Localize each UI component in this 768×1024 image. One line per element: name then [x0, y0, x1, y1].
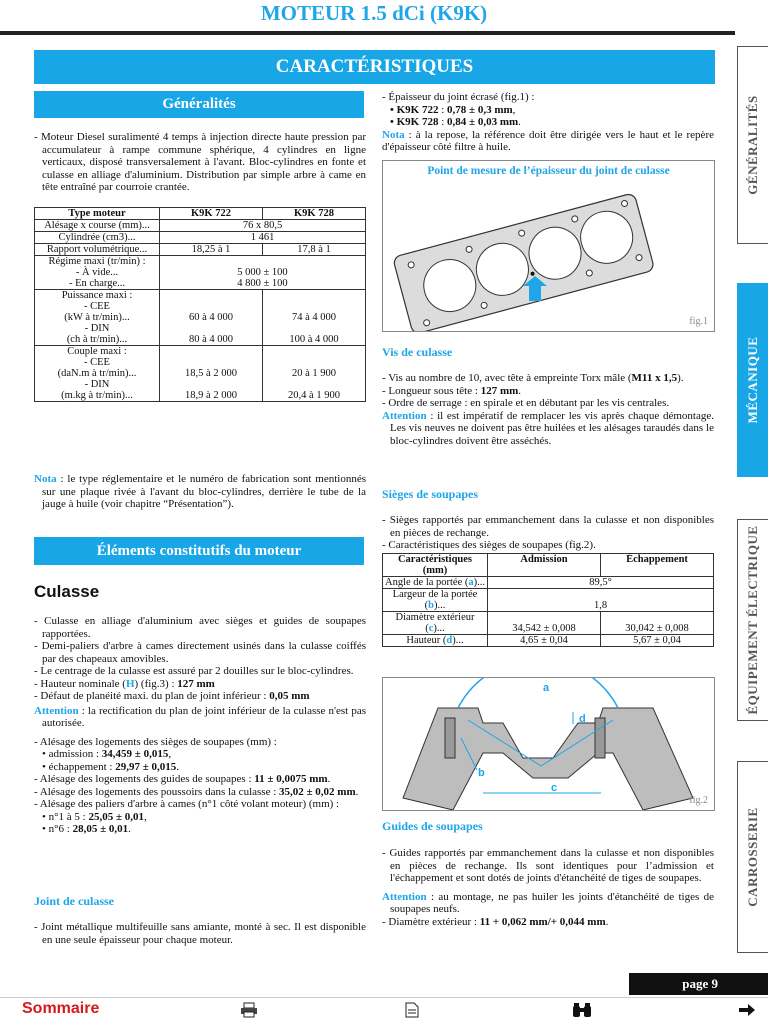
- list-item: - Le centrage de la culasse est assuré par 2 douilles sur le bloc-cylindres.: [34, 665, 354, 677]
- nota-left: Nota : le type réglementaire et le numéro de fabrication sont mentionnés sur une plaque rivée à l'avant du bloc-cylindres, derrière le tube de la jauge à huile (voir chapitre “Présentation”).: [34, 473, 366, 510]
- table-header-k728: K9K 728: [263, 208, 366, 220]
- nota-right: Nota : à la repose, la référence doit être dirigée vers le haut et le repère d'épaisseur côté filtre à huile.: [382, 128, 714, 153]
- fig2-letter-d: d: [579, 713, 586, 725]
- list-item: • n°1 à 5 : 25,05 ± 0,01,: [42, 810, 147, 823]
- list-item: - Alésage des paliers d'arbre à cames (n°1 côté volant moteur) (mm) :: [34, 798, 340, 810]
- list-item: - Vis au nombre de 10, avec tête à empreinte Torx mâle (M11 x 1,5).: [382, 372, 684, 384]
- section-banner: CARACTÉRISTIQUES: [34, 50, 715, 84]
- list-item: - Ordre de serrage : en spirale et en débutant par les vis centrales.: [382, 397, 670, 409]
- list-item: - Alésage des logements des guides de soupapes : 11 ± 0,0075 mm.: [34, 773, 331, 785]
- figure-1-caption: Point de mesure de l’épaisseur du joint de culasse: [427, 165, 670, 177]
- tab-carrosserie[interactable]: CARROSSERIE: [737, 761, 768, 953]
- list-item: • échappement : 29,97 ± 0,015.: [42, 760, 179, 773]
- vis-list: [382, 372, 714, 447]
- fig2-letter-c: c: [551, 782, 558, 794]
- table-row: Couple maxi : - CEE (daN.m à tr/min)... - DIN (m.kg à tr/min)... 18,5 à 2 000 18,9 à 2 000 20 à 1 900 20,4 à 1 900: [35, 346, 366, 402]
- list-item: - Culasse en alliage d'aluminium avec sièges et guides de soupapes rapportées.: [34, 615, 366, 640]
- attention-note: Attention : au montage, ne pas huiler les joints d'étanchéité de tiges de soupapes neufs.: [382, 890, 714, 915]
- list-item: - Diamètre extérieur : 11 + 0,062 mm/+ 0,044 mm.: [382, 915, 609, 928]
- tab-mecanique[interactable]: MÉCANIQUE: [737, 283, 768, 477]
- binoculars-icon[interactable]: [572, 1002, 592, 1018]
- fig2-letter-a: a: [543, 682, 550, 694]
- title-rule: [0, 31, 735, 35]
- next-arrow-icon[interactable]: [738, 1003, 756, 1017]
- table-header: Échappement: [601, 554, 714, 577]
- seat-spec-table: [382, 553, 714, 647]
- attention-note: Attention : la rectification du plan de joint inférieur de la culasse n'est pas autorisée.: [34, 704, 366, 729]
- engine-spec-table: [34, 207, 366, 402]
- guides-heading: Guides de soupapes: [382, 819, 483, 833]
- table-header-type: Type moteur: [35, 208, 160, 220]
- table-row: Puissance maxi : - CEE (kW à tr/min)... - DIN (ch à tr/min)... 60 à 4 000 80 à 4 000 74 à 4 000 100 à 4 000: [35, 290, 366, 346]
- table-row: Angle de la portée (a)... 89,5°: [383, 577, 714, 589]
- generalites-heading: Généralités: [34, 91, 364, 118]
- table-row: Régime maxi (tr/min) : - À vide... - En charge... 5 000 ± 100 4 800 ± 100: [35, 256, 366, 290]
- list-item: - Alésage des logements des poussoirs dans la culasse : 35,02 ± 0,02 mm.: [34, 785, 359, 798]
- valve-seat-drawing: [383, 678, 714, 810]
- gasket-drawing: [383, 181, 714, 331]
- elements-heading: Éléments constitutifs du moteur: [34, 537, 364, 565]
- list-item: - Hauteur nominale (H) (fig.3) : 127 mm: [34, 677, 215, 690]
- table-row: Rapport volumétrique... 18,25 à 1 17,8 à 1: [35, 244, 366, 256]
- list-item: - Demi-paliers d'arbre à cames directement usinés dans la culasse coiffés par des chapeaux amovibles.: [34, 640, 366, 665]
- table-row: Cylindrée (cm3)... 1 461: [35, 232, 366, 244]
- list-item: - Alésage des logements des sièges de soupapes (mm) :: [34, 735, 277, 748]
- figure-1: [382, 160, 715, 332]
- sieges-list: [382, 514, 714, 552]
- figure-1-label: fig.1: [689, 316, 708, 327]
- document-title: MOTEUR 1.5 dCi (K9K): [260, 1, 488, 25]
- figure-2-label: fig.2: [689, 795, 708, 806]
- page-number: page 9: [629, 973, 768, 995]
- culasse-list: [34, 615, 366, 836]
- intro-paragraph: - Moteur Diesel suralimenté 4 temps à injection directe haute pression par accumulateur à rampe commune sphérique, 4 cylindres en ligne verticaux, disposé transversalement à l'avant. Bloc-cylindres en fonte et culasse en alliage d'aluminium. Distribution par simple arbre à came en tête entraîné par courroie crantée.: [34, 131, 366, 193]
- list-item: • n°6 : 28,05 ± 0,01.: [42, 823, 131, 835]
- vis-heading: Vis de culasse: [382, 345, 453, 359]
- list-item: - Guides rapportés par emmanchement dans la culasse et non disponibles en pièces de rechange. Ils sont identiques pour l’admission et l'échappement et sont dotés de joints d'étanchéité de tiges de soupapes.: [382, 847, 714, 884]
- fig2-letter-b: b: [478, 767, 485, 779]
- sommaire-link[interactable]: Sommaire: [22, 1000, 100, 1017]
- joint-heading: Joint de culasse: [34, 894, 115, 908]
- list-item: - Défaut de planéité maxi. du plan de joint inférieur : 0,05 mm: [34, 690, 310, 702]
- table-header: Admission: [488, 554, 601, 577]
- list-item: - Longueur sous tête : 127 mm.: [382, 384, 522, 397]
- sieges-heading: Sièges de soupapes: [382, 487, 479, 501]
- footer-divider: [0, 997, 768, 998]
- table-row: Largeur de la portée (b)... 1,8: [383, 589, 714, 612]
- tab-equipement-electrique[interactable]: ÉQUIPEMENT ÉLECTRIQUE: [737, 519, 768, 721]
- table-row: Hauteur (d)... 4,65 ± 0,04 5,67 ± 0,04: [383, 635, 714, 647]
- attention-note: Attention : il est impératif de remplacer les vis après chaque démontage. Les vis neuves ne doivent pas être huilées et les alésages taraudés dans le bloc-cylindres doivent être asséchés.: [382, 409, 714, 447]
- table-row: Alésage x course (mm)... 76 x 80,5: [35, 220, 366, 232]
- joint-paragraph: - Joint métallique multifeuille sans amiante, monté à sec. Il est disponible en une seule épaisseur pour chaque moteur.: [34, 921, 366, 946]
- culasse-heading: Culasse: [34, 582, 100, 601]
- list-item: • admission : 34,459 ± 0,015,: [42, 748, 172, 760]
- table-header-k722: K9K 722: [160, 208, 263, 220]
- printer-icon[interactable]: [240, 1002, 258, 1018]
- list-item: - Sièges rapportés par emmanchement dans la culasse et non disponibles en pièces de rechange.: [382, 514, 714, 539]
- figure-2: [382, 677, 715, 811]
- epaisseur-block: - Épaisseur du joint écrasé (fig.1) : • K9K 722 : 0,78 ± 0,3 mm, • K9K 728 : 0,84 ± 0,03 mm. Nota : à la repose, la référence doit être dirigée vers le haut et le repère d'épaisseur côté filtre à huile.: [382, 91, 714, 153]
- table-row: Diamètre extérieur (c)... 34,542 ± 0,008 30,042 ± 0,008: [383, 612, 714, 635]
- guides-list: [382, 847, 714, 928]
- tab-generalites[interactable]: GÉNÉRALITÉS: [737, 46, 768, 244]
- list-item: - Caractéristiques des sièges de soupapes (fig.2).: [382, 539, 596, 551]
- table-header: Caractéristiques (mm): [383, 554, 488, 577]
- document-icon[interactable]: [405, 1002, 419, 1018]
